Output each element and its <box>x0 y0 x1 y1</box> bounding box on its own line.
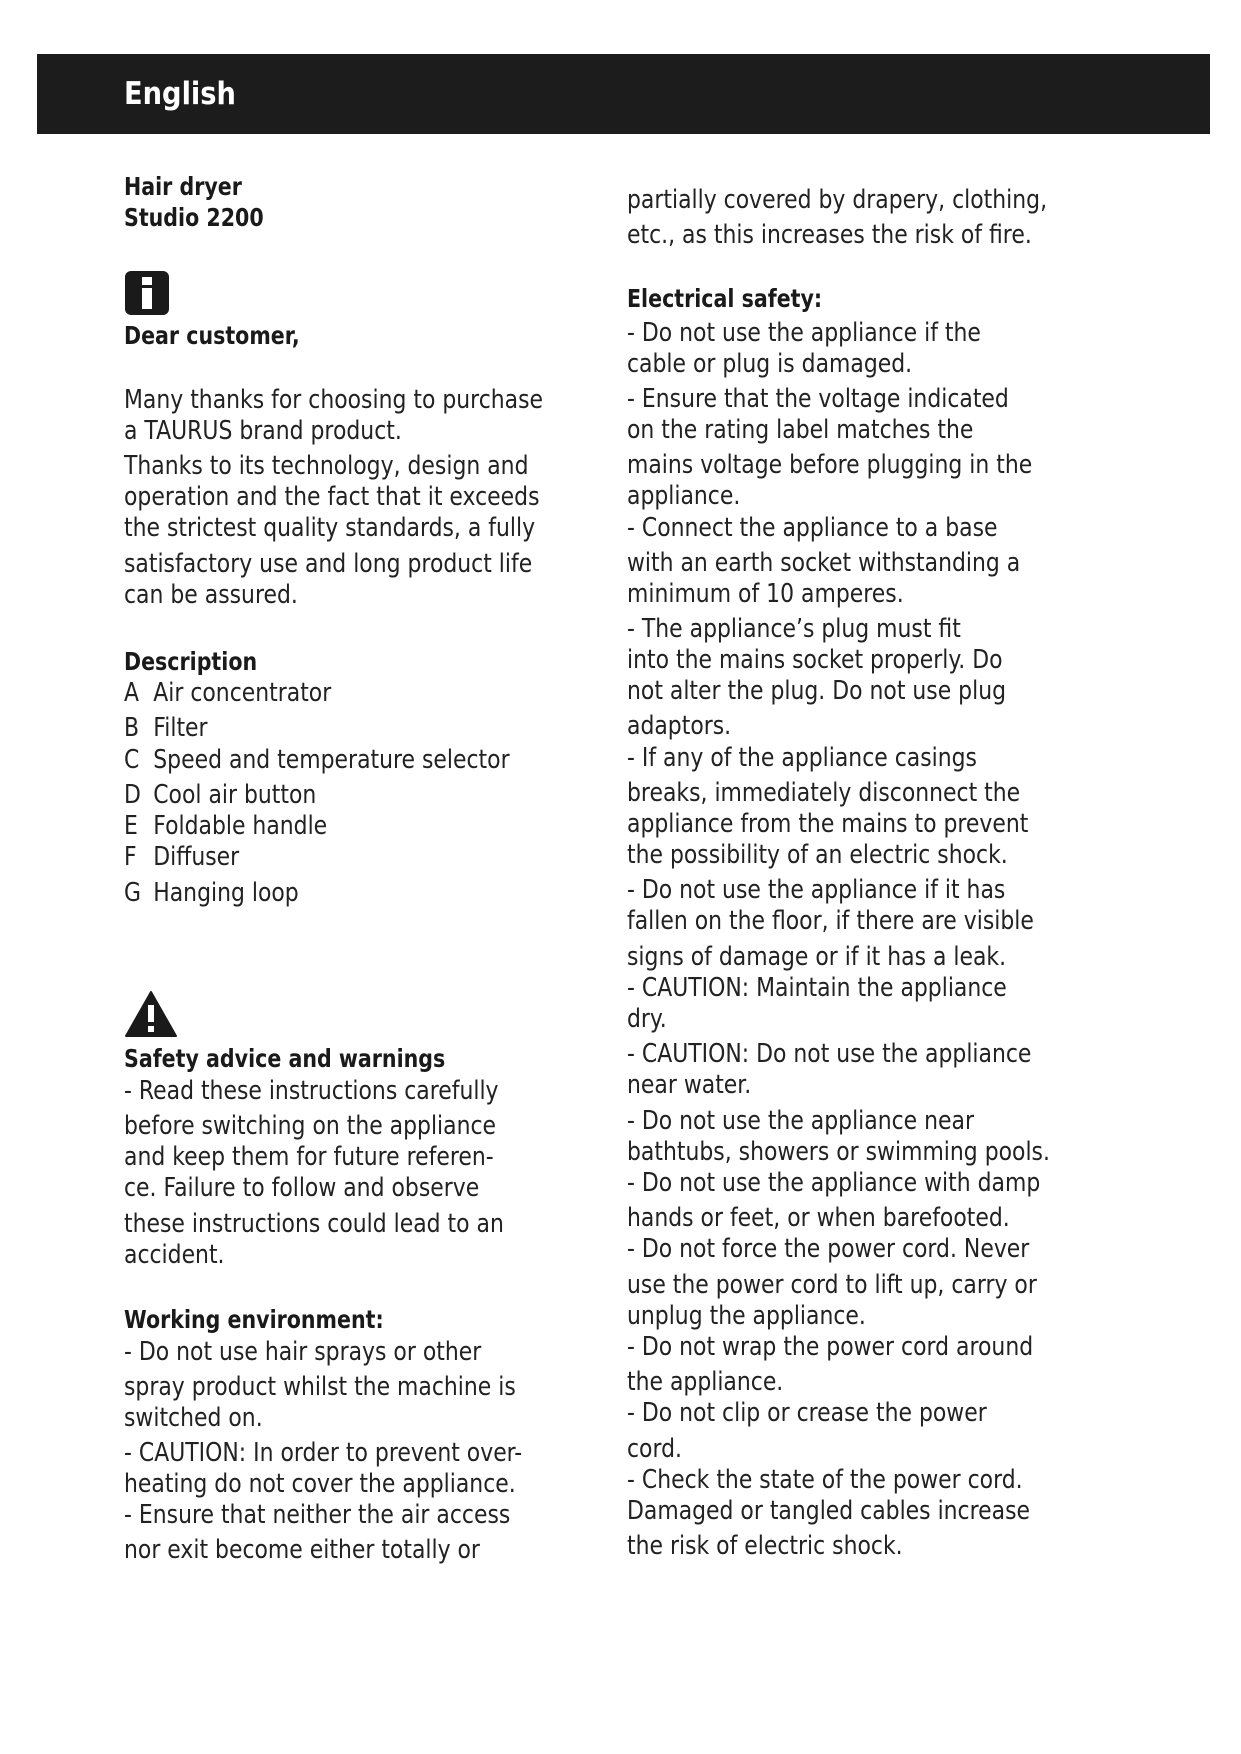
electrical-line: - Do not use the appliance near <box>627 1106 974 1136</box>
electrical-line: - Do not force the power cord. Never <box>627 1234 1030 1264</box>
electrical-line: - CAUTION: Do not use the appliance <box>627 1039 1032 1069</box>
intro-line: operation and the fact that it exceeds <box>124 482 540 512</box>
electrical-line: the risk of electric shock. <box>627 1531 903 1561</box>
list-item: C Speed and temperature selector <box>124 745 510 775</box>
electrical-line: signs of damage or if it has a leak. <box>627 942 1007 972</box>
electrical-line: not alter the plug. Do not use plug <box>627 676 1007 706</box>
list-item: B Filter <box>124 713 208 743</box>
language-header-bar <box>37 54 1210 134</box>
language-title: English <box>124 76 236 112</box>
electrical-line: - Connect the appliance to a base <box>627 513 998 543</box>
product-name: Hair dryer <box>124 172 242 201</box>
working-line: spray product whilst the machine is <box>124 1372 516 1402</box>
electrical-line: appliance from the mains to prevent <box>627 809 1029 839</box>
electrical-line: bathtubs, showers or swimming pools. <box>627 1137 1050 1167</box>
electrical-line: hands or feet, or when barefooted. <box>627 1203 1010 1233</box>
working-line: - CAUTION: In order to prevent over- <box>124 1438 523 1468</box>
working-environment-heading: Working environment: <box>124 1305 384 1334</box>
electrical-line: near water. <box>627 1070 752 1100</box>
electrical-line: adaptors. <box>627 711 732 741</box>
electrical-line: mains voltage before plugging in the <box>627 450 1033 480</box>
list-item: E Foldable handle <box>124 811 328 841</box>
continued-line: etc., as this increases the risk of fire. <box>627 220 1032 250</box>
electrical-line: cord. <box>627 1434 682 1464</box>
working-line: - Do not use hair sprays or other <box>124 1337 482 1367</box>
working-line: heating do not cover the appliance. <box>124 1469 516 1499</box>
product-model: Studio 2200 <box>124 203 264 232</box>
electrical-line: cable or plug is damaged. <box>627 349 913 379</box>
intro-line: satisfactory use and long product life <box>124 549 533 579</box>
safety-heading: Safety advice and warnings <box>124 1044 446 1073</box>
list-item: F Diffuser <box>124 842 240 872</box>
description-heading: Description <box>124 647 258 676</box>
electrical-line: unplug the appliance. <box>627 1301 866 1331</box>
intro-line: the strictest quality standards, a fully <box>124 513 536 543</box>
warning-icon <box>124 990 178 1038</box>
electrical-line: - Ensure that the voltage indicated <box>627 384 1009 414</box>
intro-line: Many thanks for choosing to purchase <box>124 385 544 415</box>
electrical-line: use the power cord to lift up, carry or <box>627 1270 1037 1300</box>
electrical-line: - Do not clip or crease the power <box>627 1398 987 1428</box>
electrical-line: appliance. <box>627 481 741 511</box>
intro-line: Thanks to its technology, design and <box>124 451 529 481</box>
electrical-line: the appliance. <box>627 1367 784 1397</box>
electrical-line: - The appliance’s plug must fit <box>627 614 961 644</box>
info-icon <box>124 270 170 316</box>
safety-line: these instructions could lead to an <box>124 1209 504 1239</box>
safety-line: ce. Failure to follow and observe <box>124 1173 480 1203</box>
greeting: Dear customer, <box>124 321 300 350</box>
electrical-line: minimum of 10 amperes. <box>627 579 904 609</box>
working-line: nor exit become either totally or <box>124 1535 480 1565</box>
electrical-line: - Do not use the appliance with damp <box>627 1168 1041 1198</box>
working-line: switched on. <box>124 1403 263 1433</box>
electrical-line: on the rating label matches the <box>627 415 974 445</box>
electrical-line: breaks, immediately disconnect the <box>627 778 1021 808</box>
working-line: - Ensure that neither the air access <box>124 1500 511 1530</box>
continued-line: partially covered by drapery, clothing, <box>627 185 1048 215</box>
electrical-line: with an earth socket withstanding a <box>627 548 1021 578</box>
safety-line: before switching on the appliance <box>124 1111 497 1141</box>
list-item: G Hanging loop <box>124 878 299 908</box>
intro-line: a TAURUS brand product. <box>124 416 402 446</box>
electrical-line: the possibility of an electric shock. <box>627 840 1008 870</box>
electrical-line: into the mains socket properly. Do <box>627 645 1003 675</box>
electrical-line: Damaged or tangled cables increase <box>627 1496 1031 1526</box>
electrical-line: - CAUTION: Maintain the appliance <box>627 973 1007 1003</box>
intro-line: can be assured. <box>124 580 298 610</box>
electrical-line: - Do not use the appliance if the <box>627 318 981 348</box>
list-item: A Air concentrator <box>124 678 332 708</box>
list-item: D Cool air button <box>124 780 317 810</box>
safety-line: accident. <box>124 1240 225 1270</box>
electrical-line: - If any of the appliance casings <box>627 743 977 773</box>
electrical-line: dry. <box>627 1004 667 1034</box>
safety-line: - Read these instructions carefully <box>124 1076 499 1106</box>
electrical-safety-heading: Electrical safety: <box>627 284 823 313</box>
electrical-line: - Do not wrap the power cord around <box>627 1332 1034 1362</box>
safety-line: and keep them for future referen- <box>124 1142 494 1172</box>
electrical-line: - Check the state of the power cord. <box>627 1465 1023 1495</box>
electrical-line: - Do not use the appliance if it has <box>627 875 1006 905</box>
electrical-line: fallen on the floor, if there are visible <box>627 906 1034 936</box>
